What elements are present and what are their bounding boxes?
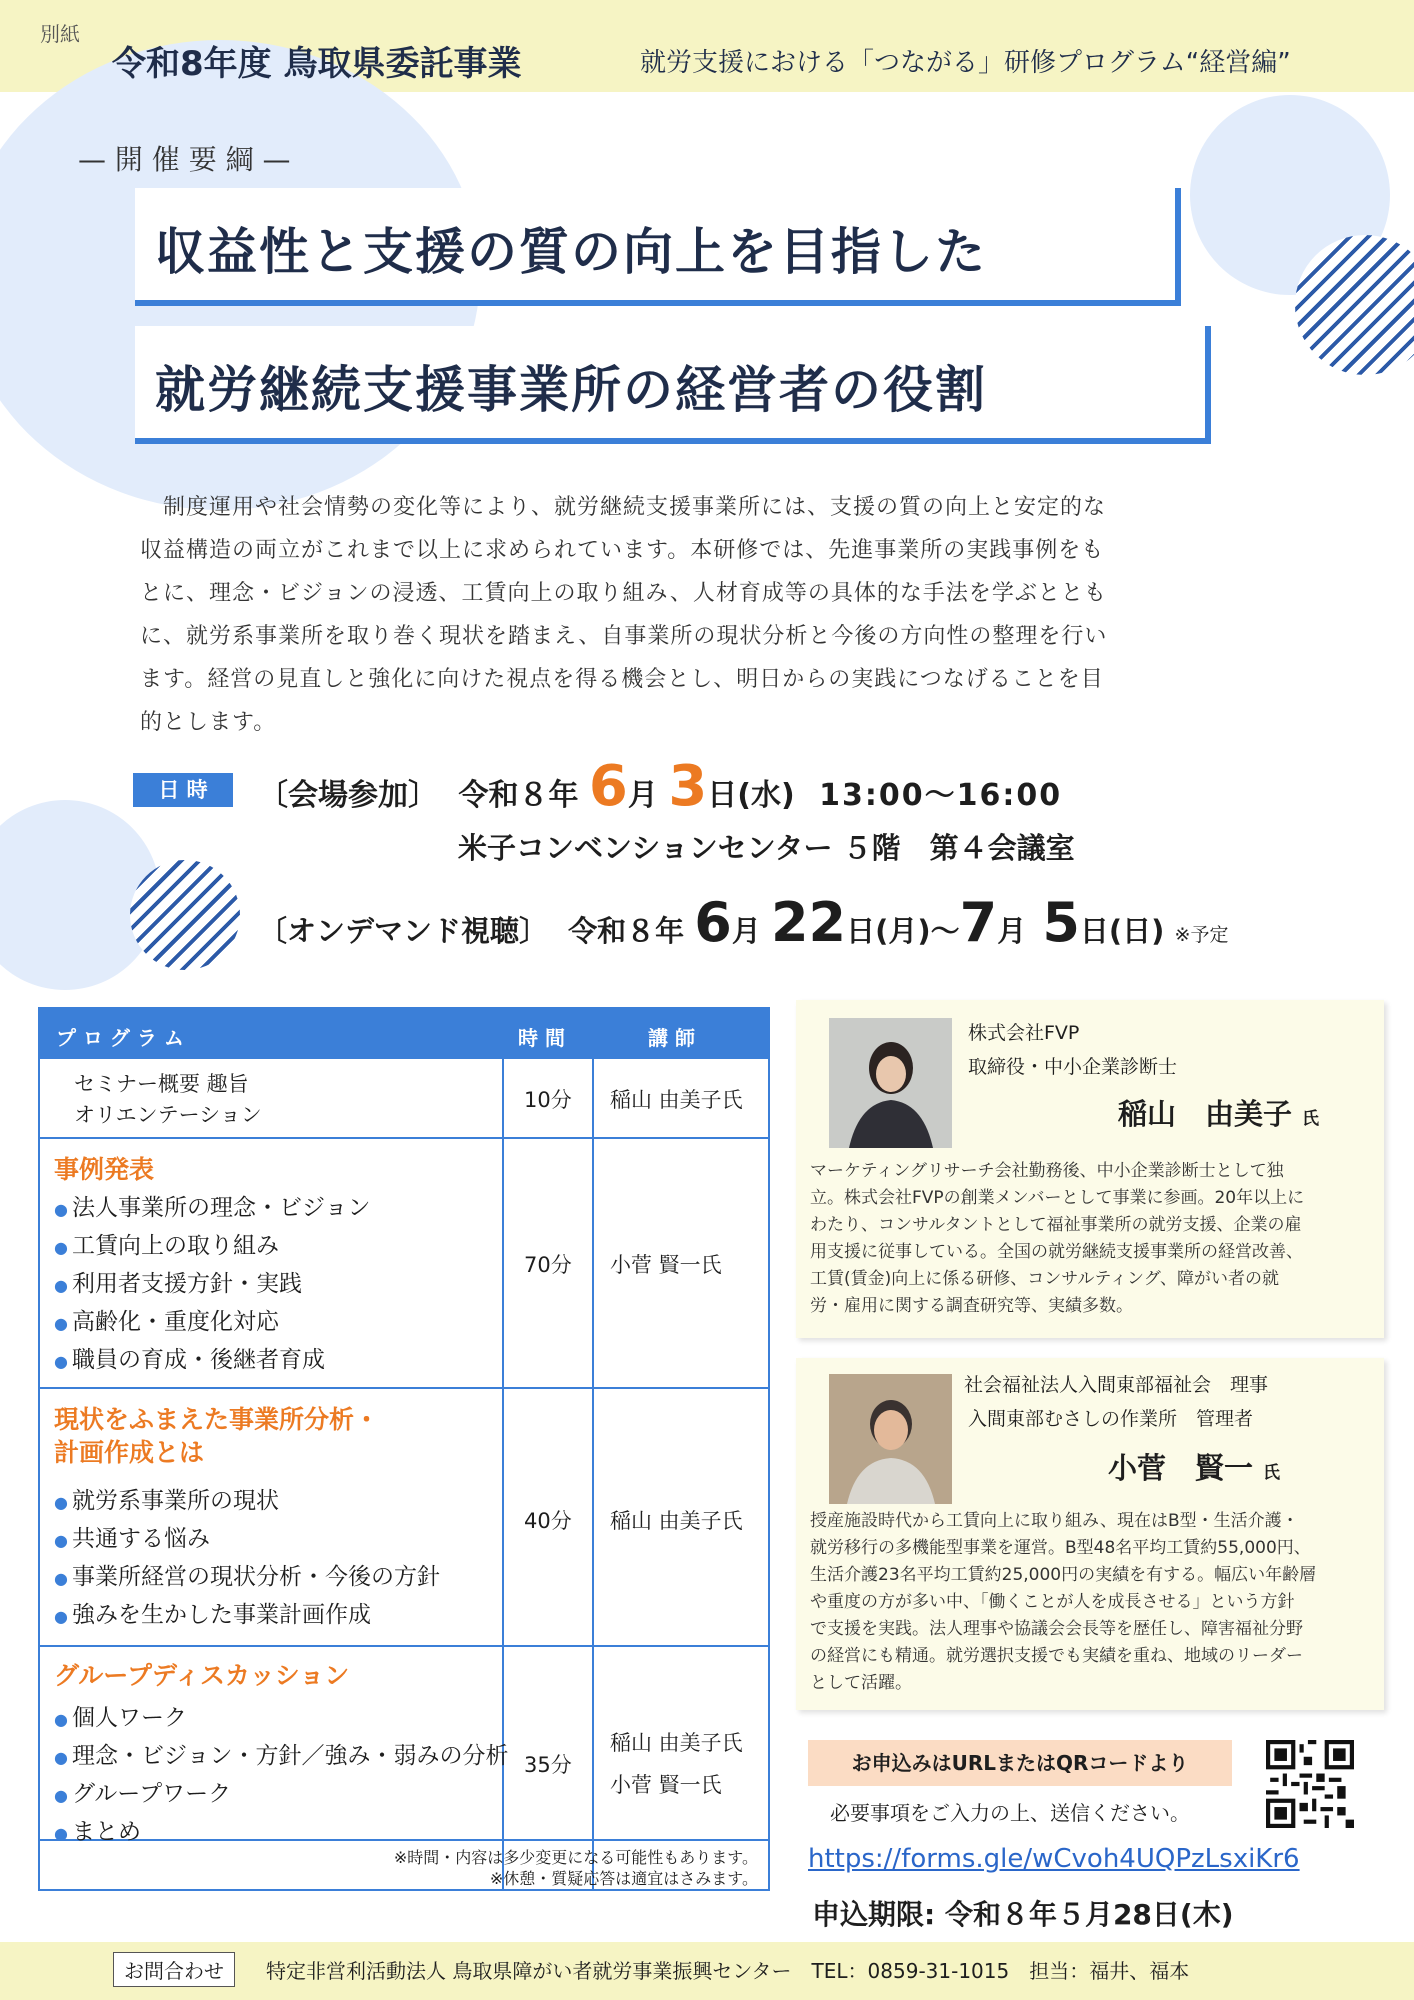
- intro-paragraph: [140, 486, 1240, 744]
- row2-title: 事例発表: [54, 1155, 155, 1184]
- header-main: 令和8年度 鳥取県委託事業: [112, 44, 522, 84]
- venue-month: 6: [588, 754, 628, 819]
- list-item: ● 共通する悩み: [54, 1526, 210, 1552]
- row1-line1: セミナー概要 趣旨: [74, 1072, 249, 1096]
- table-vline: [592, 1059, 594, 1889]
- header-tag: 別紙: [40, 22, 80, 46]
- qr-code[interactable]: [1266, 1740, 1354, 1828]
- program-table: [38, 1007, 770, 1891]
- speaker2-role: 入間東部むさしの作業所 管理者: [968, 1408, 1254, 1430]
- ondemand-month-unit1: 月: [731, 914, 761, 948]
- title-line-1: 収益性と支援の質の向上を目指した: [155, 223, 987, 281]
- row3-title2: 計画作成とは: [54, 1438, 205, 1467]
- list-item: ● グループワーク: [54, 1781, 232, 1807]
- intro-line: とに、理念・ビジョンの浸透、工賃向上の取り組み、人材育成等の具体的な手法を学ぶととも: [140, 581, 1107, 606]
- speaker-card-2: [796, 1358, 1384, 1710]
- list-item: ● 職員の育成・後継者育成: [54, 1347, 325, 1373]
- qr-code-icon: [1266, 1740, 1354, 1828]
- row1-program: [74, 1069, 262, 1131]
- intro-line: ます。経営の見直しと強化に向けた視点を得る機会とし、明日からの実践につなげることを目: [140, 667, 1104, 692]
- row1-lecturer: 稲山 由美子氏: [610, 1088, 743, 1112]
- ondemand-month1: 6: [694, 891, 732, 954]
- venue-dow: 日(水): [707, 778, 795, 813]
- venue-day: 3: [668, 754, 708, 819]
- speaker1-name: 稲山 由美子 氏: [1118, 1097, 1320, 1131]
- ondemand-era: 令和８年: [568, 914, 685, 948]
- speaker2-name: 小菅 賢一 氏: [1108, 1451, 1281, 1485]
- intro-line: 的とします。: [140, 710, 277, 735]
- venue-era: 令和８年: [458, 778, 579, 813]
- row1-line2: オリエンテーション: [74, 1103, 262, 1127]
- row3-title1: 現状をふまえた事業所分析・: [54, 1405, 380, 1434]
- footer-text: 特定非営利活動法人 鳥取県障がい者就労事業振興センター TEL：0859-31-1015 担当：福井、福本: [266, 1959, 1190, 1983]
- row1-time: 10分: [524, 1088, 572, 1112]
- table-header: [40, 1009, 768, 1059]
- list-item: ● 強みを生かした事業計画作成: [54, 1602, 371, 1628]
- row2-lecturer: 小菅 賢一氏: [610, 1253, 722, 1277]
- apply-note: 必要事項をご入力の上、送信ください。: [830, 1801, 1190, 1825]
- list-item: ● まとめ: [54, 1819, 141, 1845]
- ondemand-day2: 5: [1042, 891, 1080, 954]
- header-lecturer: 講 師: [648, 1026, 695, 1050]
- venue-time: 13:00〜16:00: [819, 778, 1063, 813]
- row4-lecturer-2: 小菅 賢一氏: [610, 1773, 722, 1797]
- row2-time: 70分: [524, 1253, 572, 1277]
- ondemand-dow1: 日(月)〜: [846, 914, 960, 948]
- speaker-photo-2: [829, 1374, 952, 1504]
- list-item: ● 工賃向上の取り組み: [54, 1233, 279, 1259]
- list-item: ● 利用者支援方針・実践: [54, 1271, 302, 1297]
- intro-line: 制度運用や社会情勢の変化等により、就労継続支援事業所には、支援の質の向上と安定的な: [140, 495, 1107, 520]
- speaker-card-1: [796, 1000, 1384, 1338]
- header-time: 時 間: [518, 1026, 565, 1050]
- header-program: プ ロ グ ラ ム: [56, 1026, 184, 1050]
- intro-line: に、就労系事業所を取り巻く現状を踏まえ、自事業所の現状分析と今後の方向性の整理を行い: [140, 624, 1108, 649]
- table-note-2: ※休憩・質疑応答は適宜はさみます。: [489, 1869, 758, 1888]
- venue-type: 〔会場参加〕: [258, 778, 438, 813]
- venue-place: 米子コンベンションセンター ５階 第４会議室: [458, 831, 1075, 865]
- apply-deadline: 申込期限: 令和８年５月28日(木): [812, 1898, 1234, 1931]
- person-photo-icon: [829, 1018, 952, 1148]
- ondemand-dow2: 日(日): [1079, 914, 1165, 948]
- speaker1-desc: マーケティングリサーチ会社勤務後、中小企業診断士として独 立。株式会社FVPの創業メンバーとして事業に参画。20年以上に わたり、コンサルタントとして福祉事業所の就労支援、企業の雇 用支援に従事している。全国の就労継続支援事業所の経営改善、 工賃(賃金)向上に係る研修、コンサルティング、障がい者の就 労・雇用に関する調査研究等、実績多数。: [810, 1161, 1305, 1316]
- venue-month-unit: 月: [627, 778, 658, 813]
- deco-hatch-left: [130, 860, 240, 970]
- speaker-photo-1: [829, 1018, 952, 1148]
- speaker1-role: 取締役・中小企業診断士: [968, 1056, 1178, 1078]
- apply-label: お申込みはURLまたはQRコードより: [808, 1740, 1232, 1786]
- kaisai-label: — 開 催 要 綱 —: [78, 143, 291, 176]
- ondemand-note: ※予定: [1174, 924, 1229, 946]
- title-box-1: [135, 188, 1181, 306]
- list-item: ● 法人事業所の理念・ビジョン: [54, 1195, 371, 1221]
- list-item: ● 高齢化・重度化対応: [54, 1309, 279, 1335]
- apply-url-link[interactable]: https://forms.gle/wCvoh4UQPzLsxiKr6: [808, 1844, 1300, 1874]
- person-photo-icon: [829, 1374, 952, 1504]
- header-sub: 就労支援における「つながる」研修プログラム“経営編”: [640, 48, 1291, 78]
- row4-lecturer-1: 稲山 由美子氏: [610, 1731, 743, 1755]
- speaker2-desc: 授産施設時代から工賃向上に取り組み、現在はB型・生活介護・ 就労移行の多機能型事業を運営。B型48名平均工賃約55,000円、 生活介護23名平均工賃約25,000円の実績を有する。幅広い年齢層 や重度の方が多い中、「働くことが人を成長させる」という方針 で支援を実践。法人理事や協議会会長等を歴任し、障害福祉分野 の経営にも精通。就労選択支援でも実績を重ね、地域のリーダー として活躍。: [810, 1511, 1317, 1693]
- venue-line: [258, 752, 1062, 831]
- title-box-2: [135, 326, 1211, 444]
- ondemand-line: [258, 888, 1228, 970]
- table-hline: [40, 1137, 768, 1139]
- intro-line: 収益構造の両立がこれまで以上に求められています。本研修では、先進事業所の実践事例をも: [140, 538, 1105, 563]
- row3-program: [54, 1403, 440, 1635]
- row3-time: 40分: [524, 1509, 572, 1533]
- list-item: ● 事業所経営の現状分析・今後の方針: [54, 1564, 440, 1590]
- list-item: ● 個人ワーク: [54, 1705, 187, 1731]
- table-hline: [40, 1645, 768, 1647]
- table-hline: [40, 1387, 768, 1389]
- row4-time: 35分: [524, 1753, 572, 1777]
- ondemand-month2: 7: [959, 891, 998, 954]
- row4-program: [54, 1659, 509, 1852]
- date-label: 日 時: [133, 773, 233, 807]
- row2-program: [54, 1153, 371, 1380]
- ondemand-day1: 22: [770, 891, 847, 954]
- footer-label: お問合わせ: [113, 1952, 235, 1987]
- ondemand-type: 〔オンデマンド視聴〕: [258, 914, 549, 948]
- list-item: ● 理念・ビジョン・方針／強み・弱みの分析: [54, 1743, 509, 1769]
- row3-lecturer: 稲山 由美子氏: [610, 1509, 743, 1533]
- speaker2-org: 社会福祉法人入間東部福祉会 理事: [964, 1374, 1269, 1396]
- table-note-1: ※時間・内容は多少変更になる可能性もあります。: [393, 1848, 758, 1867]
- row4-title: グループディスカッション: [54, 1661, 350, 1690]
- list-item: ● 就労系事業所の現状: [54, 1488, 279, 1514]
- speaker1-org: 株式会社FVP: [968, 1022, 1080, 1044]
- ondemand-month-unit2: 月: [997, 914, 1027, 948]
- title-line-2: 就労継続支援事業所の経営者の役割: [155, 361, 987, 419]
